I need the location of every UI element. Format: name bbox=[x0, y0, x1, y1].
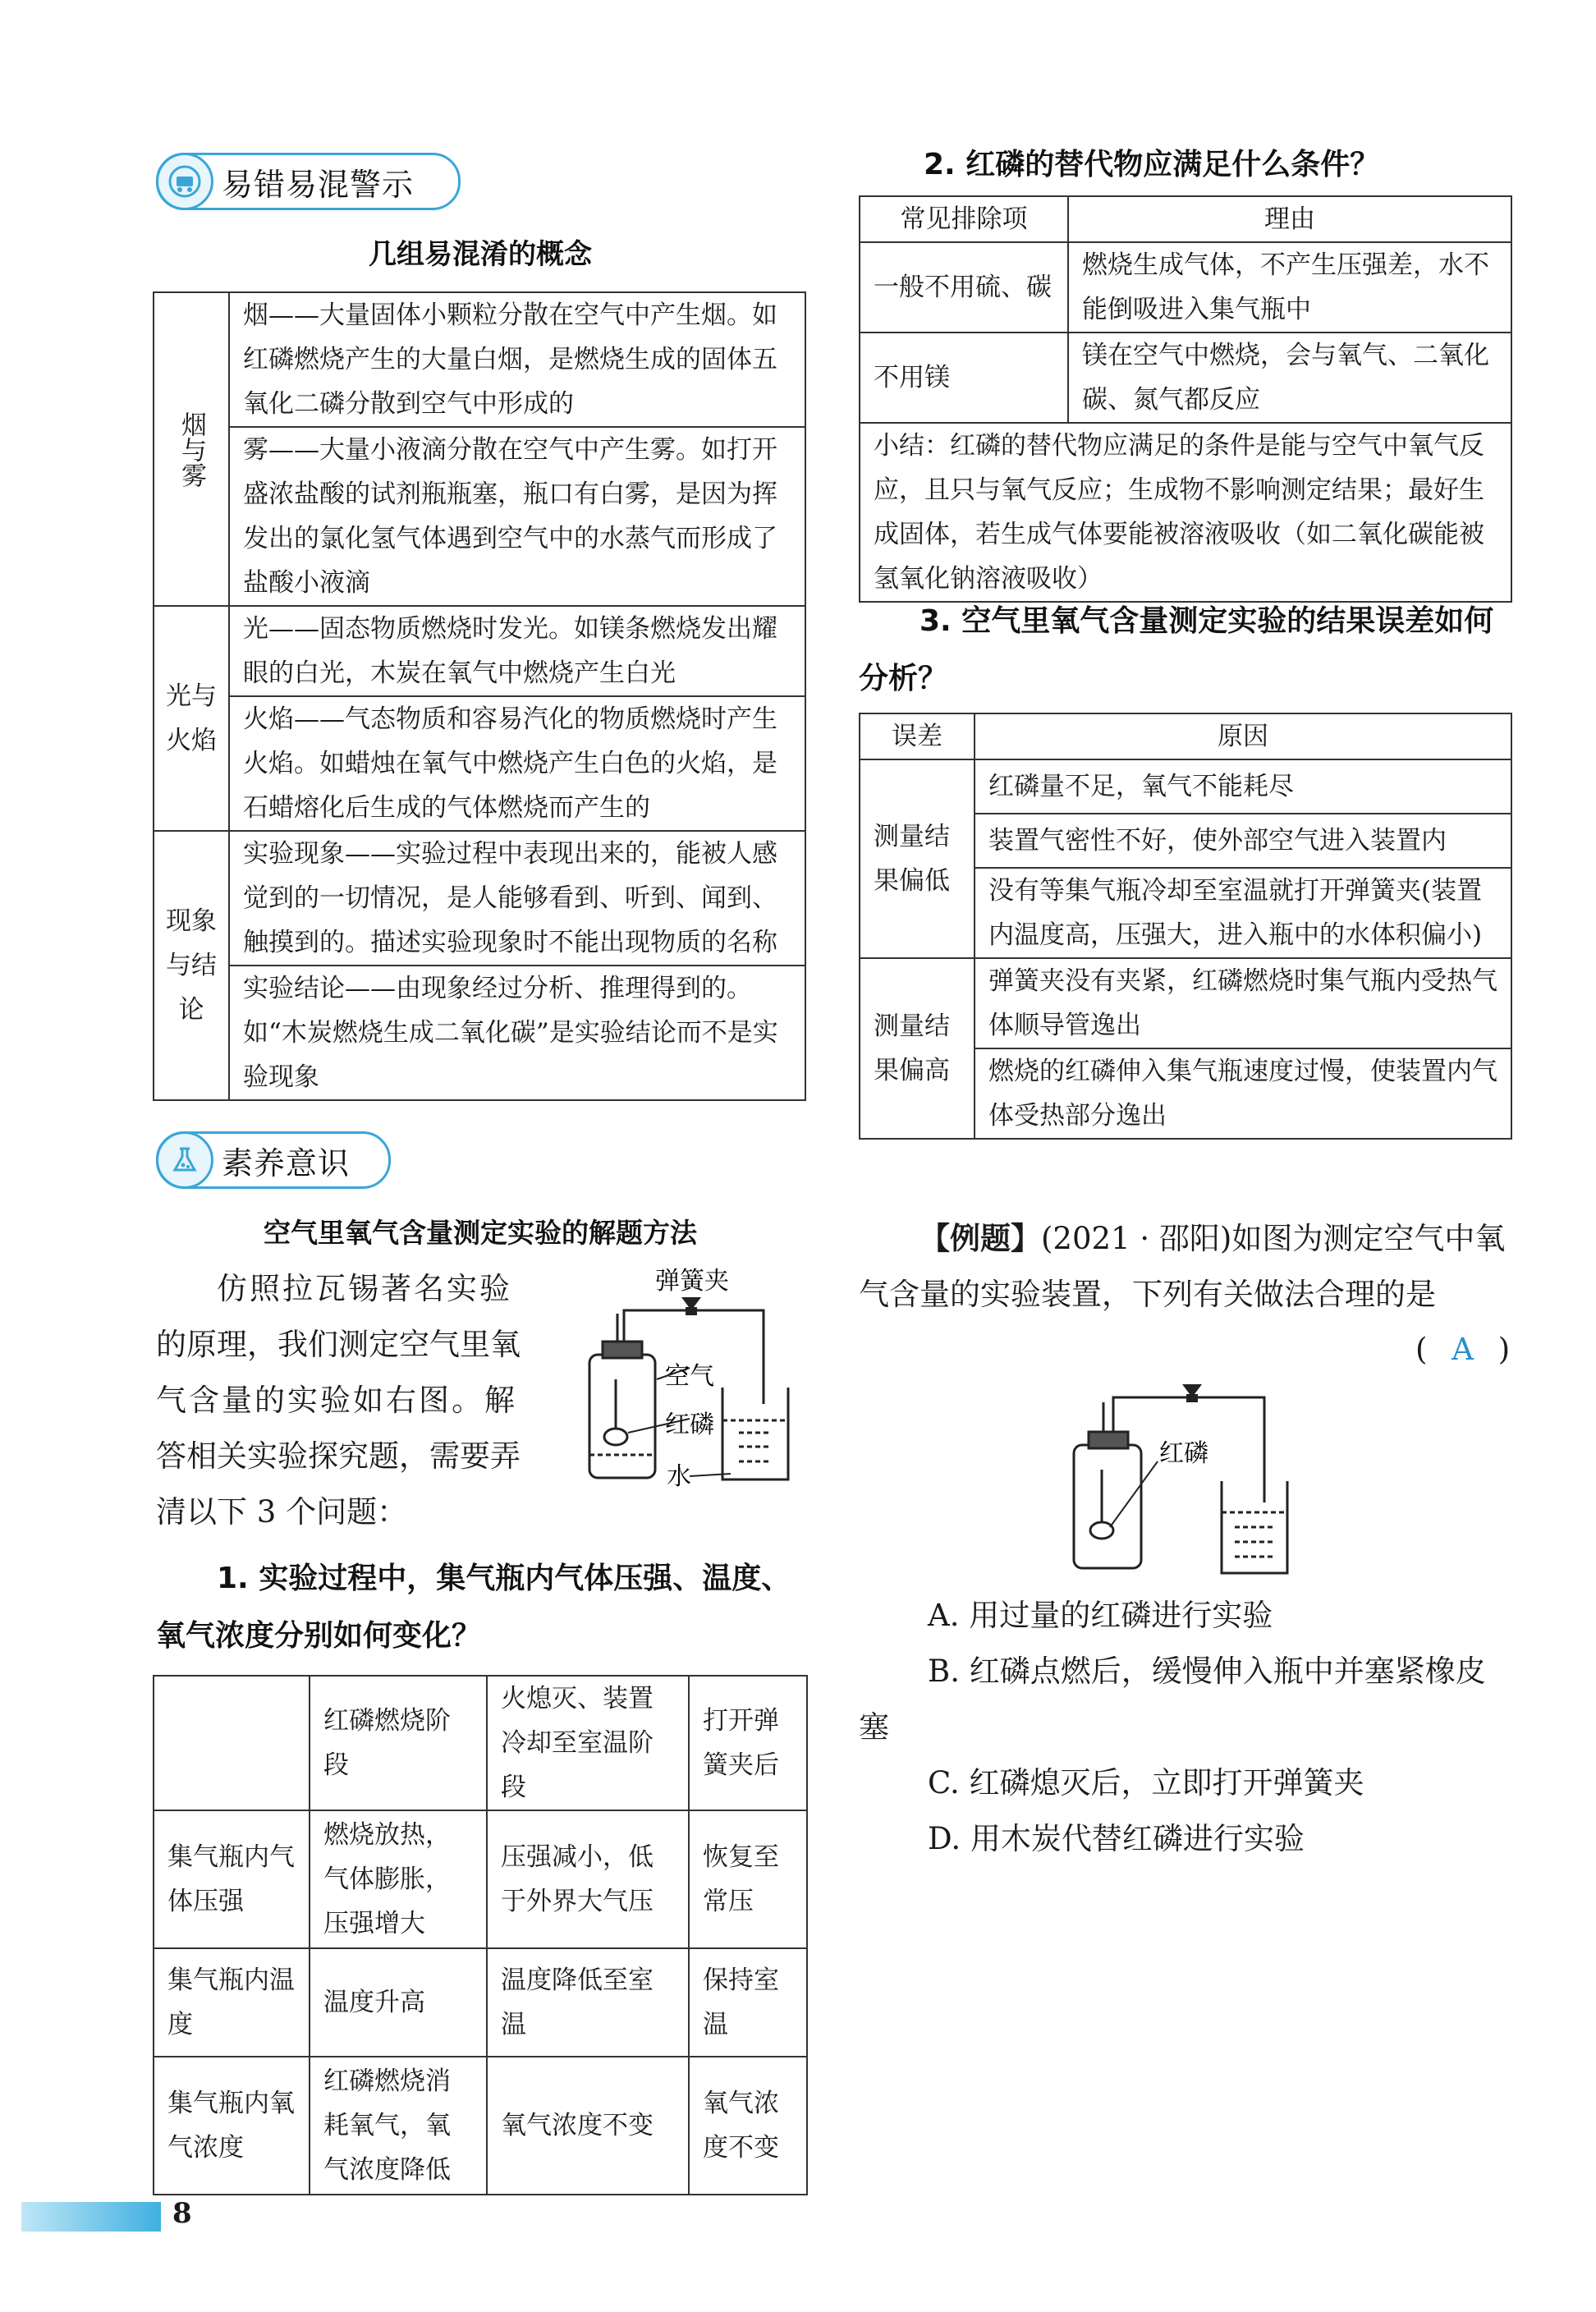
table-cell: 保持室温 bbox=[689, 1948, 807, 2057]
example-tag: 【例题】 bbox=[920, 1220, 1041, 1256]
table-header: 误差 bbox=[860, 713, 975, 759]
table-cell: 氧气浓度不变 bbox=[487, 2057, 689, 2195]
answer-bracket bbox=[1415, 1322, 1510, 1378]
example-apparatus-diagram bbox=[1059, 1379, 1305, 1585]
intro-line: 答相关实验探究题，需要弄 bbox=[156, 1438, 521, 1474]
question-3: 3. 空气里氧气含量测定实验的结果误差如何分析？ bbox=[859, 604, 1494, 695]
confusion-item: 光——固态物质燃烧时发光。如镁条燃烧发出耀眼的白光，木炭在氧气中燃烧产生白光 bbox=[229, 606, 805, 696]
reason-cell: 装置气密性不好，使外部空气进入装置内 bbox=[975, 814, 1511, 868]
table-cell: 镁在空气中燃烧，会与氧气、二氧化碳、氮气都反应 bbox=[1068, 333, 1511, 423]
answer-open: ( bbox=[1415, 1332, 1428, 1367]
table-cell: 不用镁 bbox=[860, 333, 1068, 423]
category-phenomenon-conclusion bbox=[154, 831, 229, 1100]
substitute-table bbox=[859, 195, 1512, 603]
confusion-item: 火焰——气态物质和容易汽化的物质燃烧时产生火焰。如蜡烛在氧气中燃烧产生白色的火焰，是石蜡熔化后生成的气体燃烧而产生的 bbox=[229, 696, 805, 831]
intro-line: 气含量的实验如右图。解 bbox=[156, 1383, 517, 1418]
table-cell: 温度升高 bbox=[310, 1948, 487, 2057]
error-high-label: 测量结果偏高 bbox=[860, 958, 975, 1139]
warning-icon bbox=[156, 153, 213, 210]
label-air: 空气 bbox=[665, 1362, 714, 1391]
reason-cell: 弹簧夹没有夹紧，红磷燃烧时集气瓶内受热气体顺导管逸出 bbox=[975, 958, 1511, 1048]
example-text: 如图为测定空气中氧气含量的实验装置，下列有关做法合理的是 bbox=[859, 1221, 1506, 1312]
reason-cell: 燃烧的红磷伸入集气瓶速度过慢，使装置内气体受热部分逸出 bbox=[975, 1048, 1511, 1139]
flask-icon bbox=[156, 1131, 213, 1189]
option-a: A. 用过量的红磷进行实验 bbox=[928, 1598, 1273, 1633]
confusion-item: 实验结论——由现象经过分析、推理得到的。如“木炭燃烧生成二氧化碳”是实验结论而不是实验现象 bbox=[229, 966, 805, 1100]
table-cell: 集气瓶内气体压强 bbox=[154, 1810, 310, 1948]
table-cell: 压强减小，低于外界大气压 bbox=[487, 1810, 689, 1948]
label-clip: 弹簧夹 bbox=[655, 1267, 729, 1296]
table-header: 红磷燃烧阶段 bbox=[310, 1676, 487, 1810]
answer-close: ) bbox=[1497, 1332, 1511, 1367]
confusion-table bbox=[153, 291, 806, 1101]
apparatus-diagram bbox=[566, 1264, 813, 1511]
table-cell: 燃烧生成气体，不产生压强差，水不能倒吸进入集气瓶中 bbox=[1068, 242, 1511, 333]
example-source: (2021 · 邵阳) bbox=[1041, 1221, 1232, 1256]
section-badge-mistakes bbox=[156, 153, 461, 210]
label-phosphorus: 红磷 bbox=[665, 1411, 714, 1439]
page-number-bar bbox=[21, 2202, 161, 2232]
table-cell: 集气瓶内温度 bbox=[154, 1948, 310, 2057]
question-2: 2. 红磷的替代物应满足什么条件？ bbox=[924, 148, 1380, 181]
error-low-label: 测量结果偏低 bbox=[860, 759, 975, 958]
question-1: 1. 实验过程中，集气瓶内气体压强、温度、氧气浓度分别如何变化？ bbox=[156, 1562, 791, 1653]
summary-cell: 小结：红磷的替代物应满足的条件是能与空气中氧气反应，且只与氧气反应；生成物不影响测定结果；最好生成固体，若生成气体要能被溶液吸收（如二氧化碳能被氢氧化钠溶液吸收） bbox=[860, 423, 1511, 602]
table-header: 理由 bbox=[1068, 196, 1511, 242]
section-badge-literacy bbox=[156, 1131, 391, 1189]
table-header: 打开弹簧夹后 bbox=[689, 1676, 807, 1810]
confusion-item: 烟——大量固体小颗粒分散在空气中产生烟。如红磷燃烧产生的大量白烟，是燃烧生成的固体五氧化二磷分散到空气中形成的 bbox=[229, 292, 805, 427]
confusion-title: 几组易混淆的概念 bbox=[369, 238, 592, 271]
intro-line: 的原理，我们测定空气里氧 bbox=[156, 1327, 521, 1362]
option-b: B. 红磷点燃后，缓慢伸入瓶中并塞紧橡皮塞 bbox=[859, 1654, 1486, 1745]
method-title: 空气里氧气含量测定实验的解题方法 bbox=[264, 1217, 697, 1249]
badge-label: 易错易混警示 bbox=[222, 166, 415, 203]
confusion-item: 实验现象——实验过程中表现出来的，能被人感觉到的一切情况，是人能够看到、听到、闻到、触摸到的。描述实验现象时不能出现物质的名称 bbox=[229, 831, 805, 966]
table-cell: 集气瓶内氧气浓度 bbox=[154, 2057, 310, 2195]
category-label: 现象与结论 bbox=[166, 906, 217, 1025]
category-smoke-fog: 烟与雾 bbox=[154, 292, 229, 606]
table-cell: 一般不用硫、碳 bbox=[860, 242, 1068, 333]
reason-cell: 红磷量不足，氧气不能耗尽 bbox=[975, 759, 1511, 814]
label-phosphorus: 红磷 bbox=[1159, 1439, 1208, 1468]
pressure-table bbox=[153, 1675, 808, 2195]
table-cell: 氧气浓度不变 bbox=[689, 2057, 807, 2195]
category-light-flame bbox=[154, 606, 229, 831]
error-table bbox=[859, 713, 1512, 1140]
table-header: 火熄灭、装置冷却至室温阶段 bbox=[487, 1676, 689, 1810]
example-question bbox=[859, 1210, 1516, 1323]
confusion-item: 雾——大量小液滴分散在空气中产生雾。如打开盛浓盐酸的试剂瓶瓶塞，瓶口有白雾，是因为挥发出的氯化氢气体遇到空气中的水蒸气而形成了盐酸小液滴 bbox=[229, 427, 805, 606]
option-d: D. 用木炭代替红磷进行实验 bbox=[928, 1821, 1305, 1856]
table-header: 原因 bbox=[975, 713, 1511, 759]
table-cell: 燃烧放热，气体膨胀，压强增大 bbox=[310, 1810, 487, 1948]
page-number: 8 bbox=[172, 2197, 192, 2230]
intro-paragraph bbox=[156, 1261, 550, 1540]
category-label: 光与火焰 bbox=[166, 681, 217, 755]
option-c: C. 红磷熄灭后，立即打开弹簧夹 bbox=[928, 1765, 1364, 1801]
reason-cell: 没有等集气瓶冷却至室温就打开弹簧夹(装置内温度高，压强大，进入瓶中的水体积偏小) bbox=[975, 868, 1511, 958]
table-cell: 温度降低至室温 bbox=[487, 1948, 689, 2057]
options-list bbox=[859, 1588, 1516, 1867]
table-cell: 红磷燃烧消耗氧气，氧气浓度降低 bbox=[310, 2057, 487, 2195]
table-header: 常见排除项 bbox=[860, 196, 1068, 242]
answer-value: A bbox=[1452, 1332, 1474, 1367]
badge-label: 素养意识 bbox=[222, 1145, 351, 1181]
intro-line: 仿照拉瓦锡著名实验 bbox=[217, 1271, 512, 1306]
intro-line: 清以下 3 个问题： bbox=[156, 1494, 408, 1530]
label-water: 水 bbox=[667, 1462, 691, 1491]
table-cell: 恢复至常压 bbox=[689, 1810, 807, 1948]
table-header bbox=[154, 1676, 310, 1810]
